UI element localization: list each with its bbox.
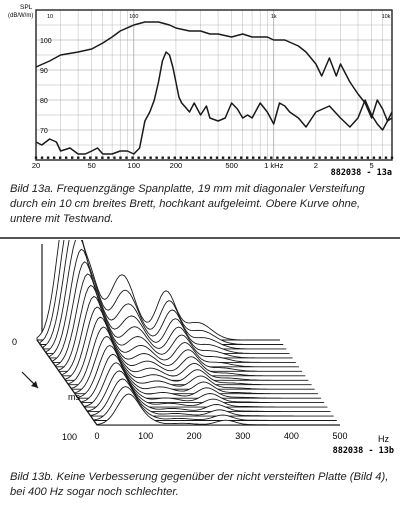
baseline-marker <box>77 157 79 159</box>
waterfall-slices <box>37 240 340 425</box>
baseline-marker <box>174 157 176 159</box>
y-tick-label: 100 <box>40 38 52 45</box>
baseline-marker <box>228 157 230 159</box>
baseline-marker <box>367 157 369 159</box>
baseline-marker <box>373 157 375 159</box>
waterfall-chart <box>0 240 400 460</box>
baseline-marker <box>180 157 182 159</box>
y-tick-labels <box>40 38 52 135</box>
baseline-marker <box>391 157 393 159</box>
x-tick-label: 0 <box>94 431 100 441</box>
baseline-marker <box>83 157 85 159</box>
baseline-marker <box>186 157 188 159</box>
x-bottom-tick-label: 100 <box>127 161 141 170</box>
baseline-marker <box>252 157 254 159</box>
x-bottom-tick-label: 5 <box>369 161 374 170</box>
baseline-marker <box>125 157 127 159</box>
baseline-marker <box>270 157 272 159</box>
baseline-marker <box>385 157 387 159</box>
x-bottom-tick-label: 20 <box>31 161 41 170</box>
baseline-marker <box>168 157 170 159</box>
baseline-marker <box>107 157 109 159</box>
baseline-marker <box>355 157 357 159</box>
baseline-marker <box>294 157 296 159</box>
x-bottom-tick-label: 500 <box>225 161 238 170</box>
baseline-marker <box>119 157 121 159</box>
baseline-marker <box>143 157 145 159</box>
x-tick-label: 300 <box>235 431 251 441</box>
x-bottom-tick-label: 50 <box>87 161 96 170</box>
baseline-marker <box>149 157 151 159</box>
baseline-marker <box>349 157 351 159</box>
x-tick-label: 100 <box>138 431 154 441</box>
baseline-marker <box>258 157 260 159</box>
x-bottom-tick-labels <box>32 161 374 170</box>
baseline-marker <box>113 157 115 159</box>
baseline-marker <box>276 157 278 159</box>
baseline-marker <box>198 157 200 159</box>
y-axis-unit: (dB/W/m) <box>8 13 34 19</box>
baseline-marker <box>312 157 314 159</box>
baseline-marker <box>162 157 164 159</box>
baseline-marker <box>204 157 206 159</box>
y-tick-label: 90 <box>40 68 48 75</box>
baseline-marker <box>71 157 73 159</box>
baseline-marker <box>361 157 363 159</box>
series-group <box>35 22 393 159</box>
baseline-marker <box>137 157 139 159</box>
y-axis-label: SPL <box>20 4 33 11</box>
baseline-marker <box>131 157 133 159</box>
caption-figure-a: Bild 13a. Frequenzgänge Spanplatte, 19 mm mit diagonaler Versteifung durch ein 10 cm breites Brett, hochkant aufgeleimt. Obere Kurve ohne, untere mit Testwand. <box>10 183 365 225</box>
z-tick-label: 0 <box>12 337 18 347</box>
baseline-marker <box>300 157 302 159</box>
baseline-marker <box>240 157 242 159</box>
x-bottom-tick-label: 2 <box>313 161 318 170</box>
baseline-marker <box>246 157 248 159</box>
figure-ref-code-b: 882038 - 13b <box>332 446 394 456</box>
y-tick-label: 70 <box>40 128 48 135</box>
baseline-marker <box>53 157 55 159</box>
baseline-marker <box>343 157 345 159</box>
y-tick-label: 80 <box>40 98 48 105</box>
x-axis-unit: Hz <box>378 434 389 444</box>
x-top-tick-label: 10 <box>46 14 54 20</box>
x-tick-label: 500 <box>332 431 348 441</box>
baseline-marker <box>282 157 284 159</box>
x-top-tick-labels <box>47 14 391 20</box>
z-tick-label: 100 <box>62 432 78 442</box>
baseline-marker <box>318 157 320 159</box>
baseline-marker <box>336 157 338 159</box>
baseline-marker <box>41 157 43 159</box>
baseline-marker <box>210 157 212 159</box>
chart-grid <box>36 10 392 160</box>
baseline-marker <box>234 157 236 159</box>
baseline-marker <box>59 157 61 159</box>
x-bottom-tick-label: 200 <box>169 161 183 170</box>
baseline-marker <box>222 157 224 159</box>
x-tick-label: 200 <box>186 431 202 441</box>
series-line-1 <box>36 22 392 121</box>
figure-ref-code-a: 882038 - 13a <box>330 168 392 178</box>
baseline-marker <box>95 157 97 159</box>
baseline-marker <box>306 157 308 159</box>
baseline-marker <box>379 157 381 159</box>
baseline-marker <box>324 157 326 159</box>
section-divider <box>0 237 400 239</box>
x-top-tick-label: 100 <box>129 14 139 20</box>
z-axis-label: ms <box>68 392 80 402</box>
frequency-response-chart <box>0 0 400 178</box>
baseline-marker <box>155 157 157 159</box>
x-top-tick-label: 10k <box>381 14 391 20</box>
baseline-marker <box>65 157 67 159</box>
baseline-marker <box>288 157 290 159</box>
baseline-marker <box>35 157 37 159</box>
baseline-marker <box>192 157 194 159</box>
baseline-marker <box>216 157 218 159</box>
x-bottom-tick-label: 1 kHz <box>264 161 284 170</box>
x-top-tick-label: 1k <box>270 14 277 20</box>
x-tick-label: 400 <box>283 431 299 441</box>
caption-figure-b: Bild 13b. Keine Verbesserung gegenüber der nicht versteiften Platte (Bild 4), bei 400 Hz sogar noch schlechter. <box>10 471 389 498</box>
baseline-marker <box>101 157 103 159</box>
baseline-marker <box>330 157 332 159</box>
baseline-marker <box>89 157 91 159</box>
baseline-marker <box>47 157 49 159</box>
baseline-marker <box>264 157 266 159</box>
